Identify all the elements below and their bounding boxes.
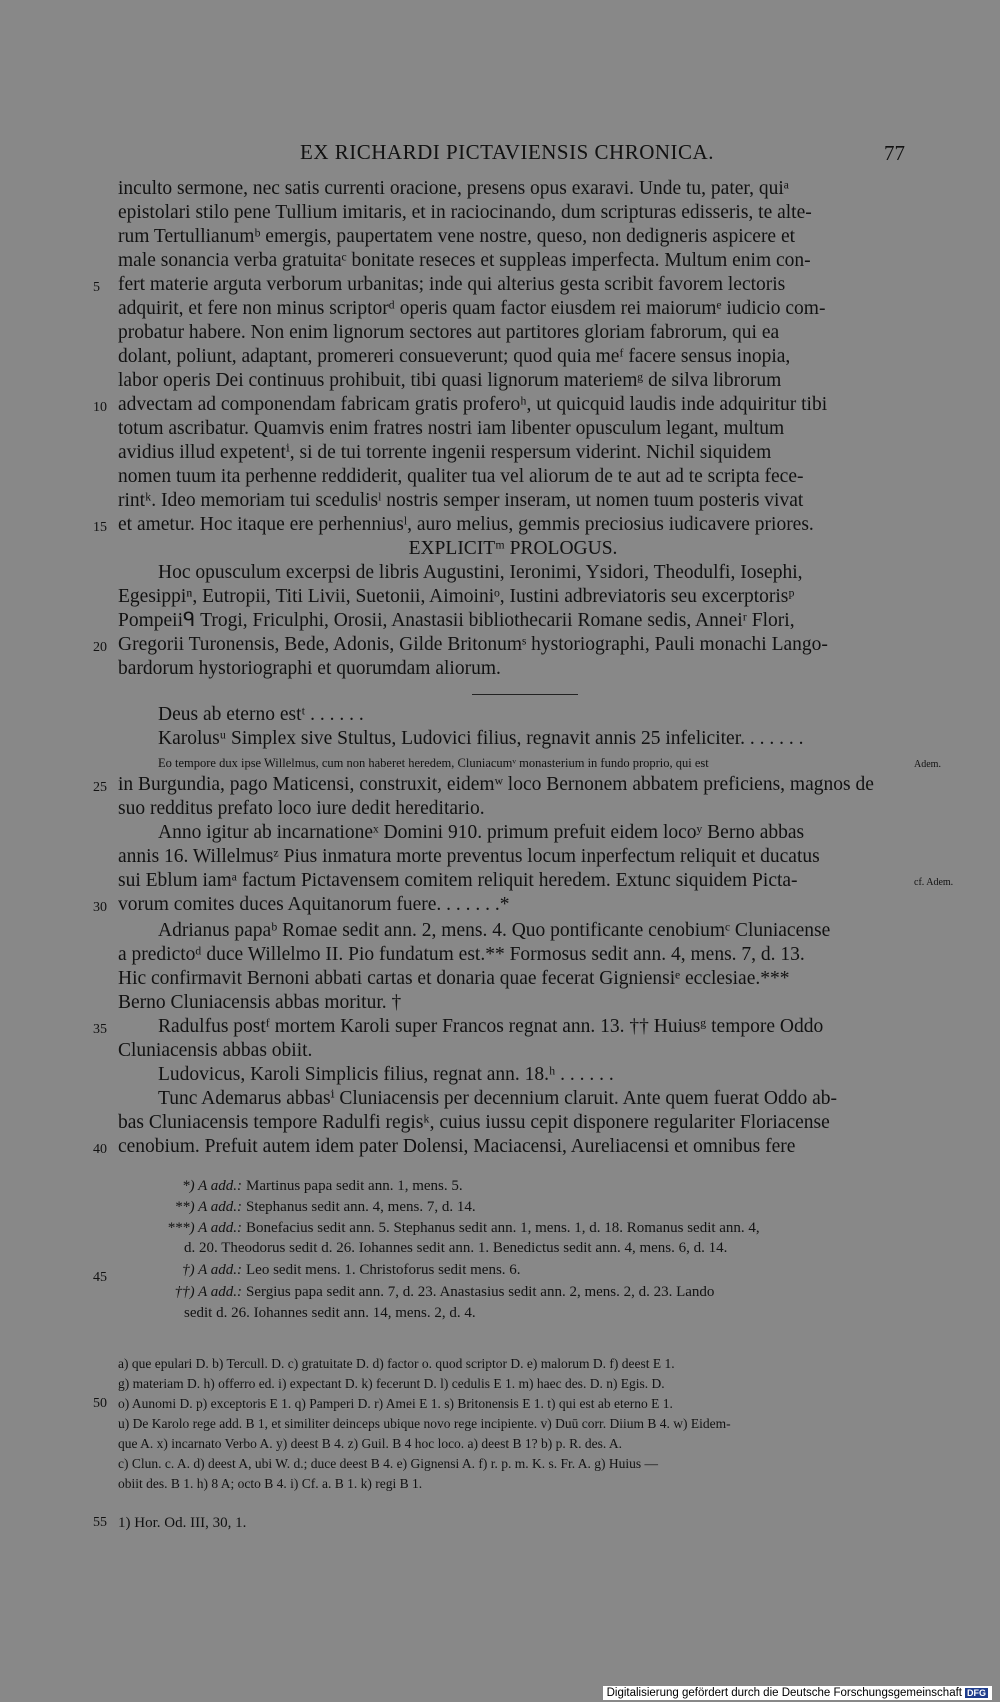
text-line: in Burgundia, pago Maticensi, construxit, eidemʷ loco Bernonem abbatem preficiens, magnos de bbox=[118, 774, 874, 795]
footnote-text: Martinus papa sedit ann. 1, mens. 5. bbox=[246, 1178, 463, 1194]
apparatus-line: c) Clun. c. A. d) deest A, ubi W. d.; duce deest B 4. e) Gignensi A. f) r. p. m. K. s. Fr. A. g) Huius — bbox=[118, 1456, 658, 1471]
footnote-label: *) A add.: bbox=[182, 1178, 242, 1194]
text-line: Deus ab eterno estᵗ . . . . . . bbox=[158, 704, 364, 725]
text-line: Ludovicus, Karoli Simplicis filius, regnat ann. 18.ʰ . . . . . . bbox=[158, 1064, 614, 1085]
text-line: avidius illud expetentⁱ, si de tui torrente ingenii respersum viderint. Nichil siquidem bbox=[118, 442, 772, 463]
text-line: inculto sermone, nec satis currenti oracione, presens opus exaravi. Unde tu, pater, quiᵃ bbox=[118, 178, 790, 199]
apparatus-line: o) Aunomi D. p) exceptoris E 1. q) Pamperi D. r) Amei E 1. s) Britonensis E 1. t) qui est ab eterno E 1. bbox=[118, 1396, 673, 1411]
line-number: 35 bbox=[93, 1022, 107, 1037]
text-line: vorum comites duces Aquitanorum fuere. . . . . . .* bbox=[118, 894, 510, 915]
text-line: advectam ad componendam fabricam gratis proferoʰ, ut quicquid laudis inde adquiritur tibi bbox=[118, 394, 828, 415]
footnote-label: **) A add.: bbox=[174, 1199, 242, 1215]
text-line: totum ascribatur. Quamvis enim fratres nostri iam libenter opusculum legant, multum bbox=[118, 418, 785, 439]
source-note: 1) Hor. Od. III, 30, 1. bbox=[118, 1515, 247, 1531]
text-line: et ametur. Hoc itaque ere perhenniusˡ, auro melius, gemmis preciosius iudicavere priores. bbox=[118, 514, 814, 535]
explicit-heading: EXPLICITᵐ PROLOGUS. bbox=[408, 538, 618, 559]
text-line: suo redditus prefato loco iure dedit hereditario. bbox=[118, 798, 485, 819]
text-line: Radulfus postᶠ mortem Karoli super Francos regnat ann. 13. †† Huiusᵍ tempore Oddo bbox=[158, 1016, 824, 1037]
line-number: 15 bbox=[93, 520, 107, 535]
footnote-text: Stephanus sedit ann. 4, mens. 7, d. 14. bbox=[246, 1199, 476, 1215]
text-line: Anno igitur ab incarnationeˣ Domini 910. primum prefuit eidem locoʸ Berno abbas bbox=[158, 822, 805, 843]
margin-note: cf. Adem. bbox=[914, 877, 954, 888]
text-line: Adrianus papaᵇ Romae sedit ann. 2, mens. 4. Quo pontificante cenobiumᶜ Cluniacense bbox=[158, 920, 831, 941]
line-number: 40 bbox=[93, 1142, 107, 1157]
apparatus-line: u) De Karolo rege add. B 1, et similiter deinceps ubique novo rege incipiente. v) Duū corr. Diium B 4. w) Eidem- bbox=[118, 1416, 731, 1431]
text-line: bas Cluniacensis tempore Radulfi regisᵏ, cuius iussu cepit disponere regulariter Floriacense bbox=[118, 1112, 830, 1133]
text-line: male sonancia verba gratuitaᶜ bonitate reseces et suppleas imperfecta. Multum enim con- bbox=[118, 250, 811, 271]
line-number: 55 bbox=[93, 1515, 107, 1530]
text-line: rintᵏ. Ideo memoriam tui scedulisˡ nostris semper inseram, ut nomen tuum posteris vivat bbox=[118, 490, 804, 511]
text-line: epistolari stilo pene Tullium imitaris, et in raciocinando, dum scripturas edisseris, te alte- bbox=[118, 202, 812, 223]
footnote-text: sedit d. 26. Iohannes sedit ann. 14, mens. 2, d. 4. bbox=[184, 1305, 476, 1321]
line-number: 25 bbox=[93, 780, 107, 795]
separator-rule bbox=[472, 694, 578, 695]
footnote-label: ***) A add.: bbox=[167, 1220, 242, 1236]
funding-text: Digitalisierung gefördert durch die Deutsche Forschungsgemeinschaft bbox=[606, 1687, 962, 1699]
apparatus-line: a) que epulari D. b) Tercull. D. c) gratuitate D. d) factor o. quod scriptor D. e) malorum D. f) deest E 1. bbox=[118, 1356, 675, 1371]
line-number: 20 bbox=[93, 640, 107, 655]
text-line: Hic confirmavit Bernoni abbati cartas et donaria quae fecerat Gigniensiᵉ ecclesiae.*** bbox=[118, 968, 790, 989]
line-number: 30 bbox=[93, 900, 107, 915]
footnote-text: Bonefacius sedit ann. 5. Stephanus sedit ann. 1, mens. 1, d. 18. Romanus sedit ann. 4, bbox=[246, 1220, 760, 1236]
footnote-text: d. 20. Theodorus sedit d. 26. Iohannes sedit ann. 1. Benedictus sedit ann. 4, mens. 6, d. 14. bbox=[184, 1240, 728, 1256]
footnote-text: Sergius papa sedit ann. 7, d. 23. Anastasius sedit ann. 2, mens. 2, d. 23. Lando bbox=[246, 1284, 715, 1300]
text-line: Hoc opusculum excerpsi de libris Augustini, Ieronimi, Ysidori, Theodulfi, Iosephi, bbox=[158, 562, 803, 583]
text-line: sui Eblum iamᵃ factum Pictavensem comitem reliquit heredem. Extunc siquidem Picta- bbox=[118, 870, 798, 891]
text-line: cenobium. Prefuit autem idem pater Dolensi, Maciacensi, Aureliacensi et omnibus fere bbox=[118, 1136, 796, 1157]
footnote-text: Leo sedit mens. 1. Christoforus sedit mens. 6. bbox=[246, 1262, 521, 1278]
running-head: EX RICHARDI PICTAVIENSIS CHRONICA. bbox=[300, 140, 714, 164]
text-line: bardorum hystoriographi et quorumdam aliorum. bbox=[118, 658, 501, 679]
text-line: Berno Cluniacensis abbas moritur. † bbox=[118, 992, 402, 1013]
text-line: fert materie arguta verborum urbanitas; inde qui alterius gesta scribit favorem lectoris bbox=[118, 274, 786, 295]
text-line: dolant, poliunt, adaptant, promereri consueverunt; quod quia meᶠ facere sensus inopia, bbox=[118, 346, 791, 367]
margin-note: Adem. bbox=[914, 759, 941, 770]
line-number: 10 bbox=[93, 400, 107, 415]
line-number: 5 bbox=[93, 280, 100, 295]
text-line: adquirit, et fere non minus scriptorᵈ operis quam factor eiusdem rei maiorumᵉ iudicio com- bbox=[118, 298, 826, 319]
text-line: rum Tertullianumᵇ emergis, paupertatem vene nostre, queso, non dedigneris aspicere et bbox=[118, 226, 796, 247]
line-number: 50 bbox=[93, 1396, 107, 1411]
text-line: Egesippiⁿ, Eutropii, Titi Livii, Suetonii, Aimoiniᵒ, Iustini adbreviatoris seu excerptorisᵖ bbox=[118, 586, 795, 607]
footnote-label: †) A add.: bbox=[182, 1262, 242, 1278]
text-line: Pompeiiᑫ Trogi, Friculphi, Orosii, Anastasii bibliothecarii Romane sedis, Anneiʳ Flori, bbox=[118, 610, 795, 631]
page-number: 77 bbox=[884, 141, 905, 165]
text-line: probatur habere. Non enim lignorum sectores aut partitores gloriam fabrorum, qui ea bbox=[118, 322, 780, 343]
line-number: 45 bbox=[93, 1270, 107, 1285]
text-line: a predictoᵈ duce Willelmo II. Pio fundatum est.** Formosus sedit ann. 4, mens. 7, d. 13. bbox=[118, 944, 805, 965]
text-line: Cluniacensis abbas obiit. bbox=[118, 1040, 313, 1061]
text-line: Tunc Ademarus abbasⁱ Cluniacensis per decennium claruit. Ante quem fuerat Oddo ab- bbox=[158, 1088, 838, 1109]
footnote-label: ††) A add.: bbox=[174, 1284, 242, 1300]
apparatus-line: obiit des. B 1. h) 8 A; octo B 4. i) Cf. a. B 1. k) regi B 1. bbox=[118, 1476, 423, 1491]
apparatus-line: que A. x) incarnato Verbo A. y) deest B 4. z) Guil. B 4 hoc loco. a) deest B 1? b) p. R. des. A. bbox=[118, 1436, 623, 1451]
text-line: nomen tuum ita perhenne reddiderit, qualiter tua vel aliorum de te aut ad te scripta fece- bbox=[118, 466, 804, 487]
funding-footer bbox=[603, 1686, 992, 1700]
apparatus-line: g) materiam D. h) offerro ed. i) expectant D. k) fecerunt D. l) cedulis E 1. m) haec des. D. n) Egis. D. bbox=[118, 1376, 665, 1391]
text-line: Gregorii Turonensis, Bede, Adonis, Gilde Britonumˢ hystoriographi, Pauli monachi Lango- bbox=[118, 634, 828, 655]
text-line: Karolusᵘ Simplex sive Stultus, Ludovici filius, regnavit annis 25 infeliciter. . . . . . . bbox=[158, 728, 804, 749]
text-line: Eo tempore dux ipse Willelmus, cum non haberet heredem, Cluniacumᵛ monasterium in fundo proprio, qui est bbox=[158, 756, 709, 770]
text-line: annis 16. Willelmusᶻ Pius inmatura morte preventus locum inperfectum reliquit et ducatus bbox=[118, 846, 820, 867]
text-line: labor operis Dei continuus prohibuit, tibi quasi lignorum materiemᵍ de silva librorum bbox=[118, 370, 782, 391]
dfg-logo-icon: DFG bbox=[967, 1688, 986, 1698]
